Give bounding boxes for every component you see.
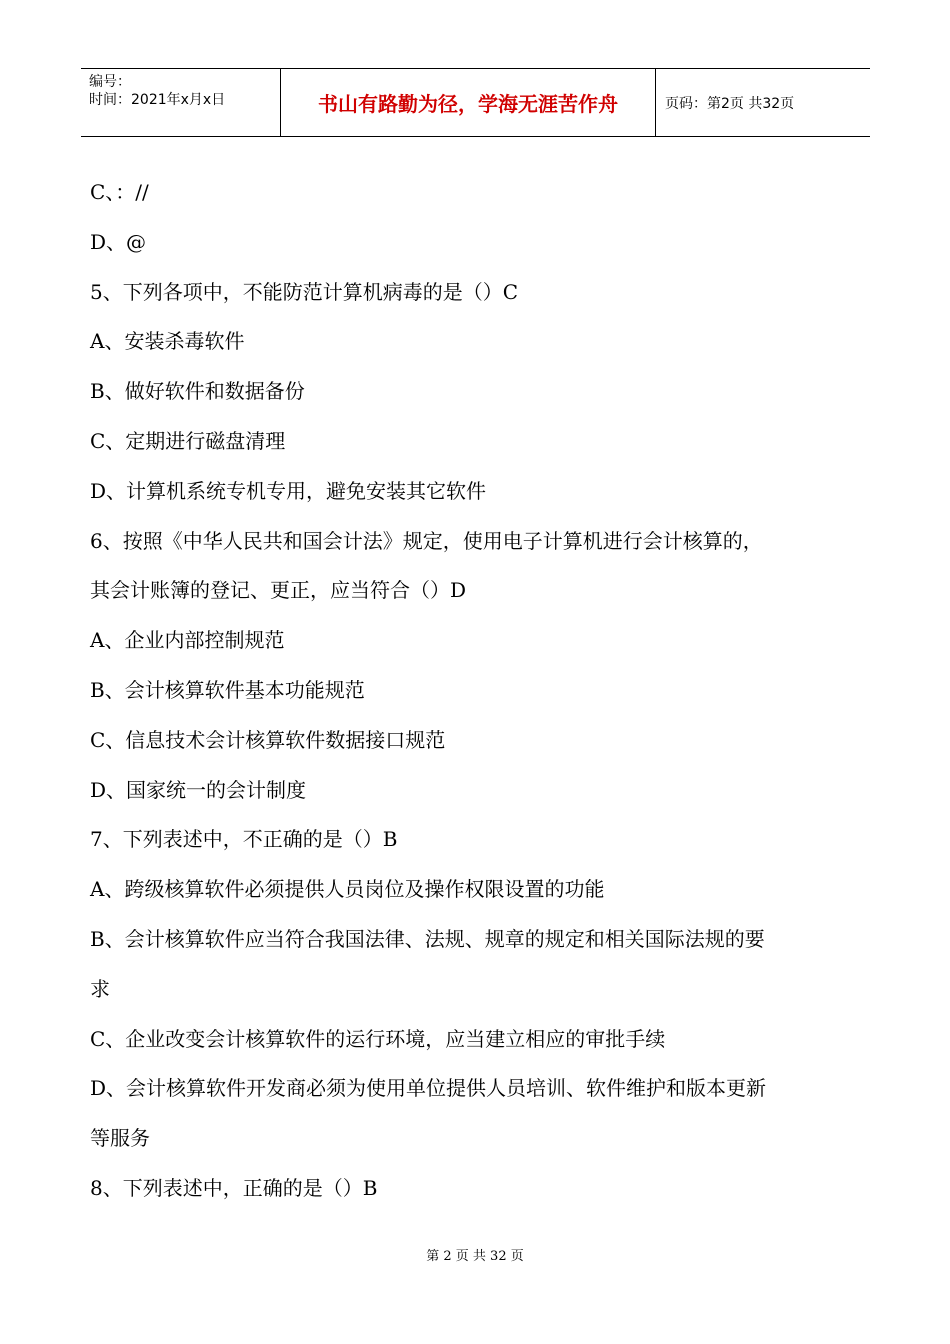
option-line: D、国家统一的会计制度 bbox=[90, 777, 307, 802]
option-line: A、跨级核算软件必须提供人员岗位及操作权限设置的功能 bbox=[90, 877, 605, 902]
header-motto: 书山有路勤为径，学海无涯苦作舟 bbox=[281, 69, 656, 136]
header-page-info: 页码：第2页 共32页 bbox=[665, 95, 795, 112]
option-line: C、信息技术会计核算软件数据接口规范 bbox=[90, 727, 446, 752]
option-line: 等服务 bbox=[90, 1126, 150, 1151]
option-line: C、企业改变会计核算软件的运行环境，应当建立相应的审批手续 bbox=[90, 1026, 666, 1051]
time-label: 时间：2021年x月x日 bbox=[89, 92, 226, 108]
question-line: 8、下列表述中，正确的是（）B bbox=[90, 1175, 378, 1200]
document-body bbox=[90, 168, 870, 1214]
option-line: A、安装杀毒软件 bbox=[90, 329, 245, 354]
option-line: D、计算机系统专机专用，避免安装其它软件 bbox=[90, 478, 487, 503]
option-line: A、企业内部控制规范 bbox=[90, 628, 285, 653]
option-line: B、会计核算软件应当符合我国法律、法规、规章的规定和相关国际法规的要 bbox=[90, 926, 765, 951]
number-label: 编号： bbox=[89, 74, 131, 90]
page-header bbox=[81, 68, 870, 137]
option-line: D、会计核算软件开发商必须为使用单位提供人员培训、软件维护和版本更新 bbox=[90, 1076, 767, 1101]
option-line: B、会计核算软件基本功能规范 bbox=[90, 677, 365, 702]
text-line: D、@ bbox=[90, 229, 147, 254]
option-line: B、做好软件和数据备份 bbox=[90, 379, 305, 404]
question-line: 5、下列各项中，不能防范计算机病毒的是（）C bbox=[90, 279, 519, 304]
text-line: C、：// bbox=[90, 180, 149, 204]
question-line: 其会计账簿的登记、更正，应当符合（）D bbox=[90, 578, 467, 603]
header-meta bbox=[81, 69, 281, 136]
question-line: 7、下列表述中，不正确的是（）B bbox=[90, 827, 398, 852]
option-line: C、定期进行磁盘清理 bbox=[90, 428, 286, 453]
option-line: 求 bbox=[90, 976, 110, 1001]
question-line: 6、按照《中华人民共和国会计法》规定，使用电子计算机进行会计核算的， bbox=[90, 528, 763, 553]
page-footer: 第 2 页 共 32 页 bbox=[426, 1249, 524, 1264]
